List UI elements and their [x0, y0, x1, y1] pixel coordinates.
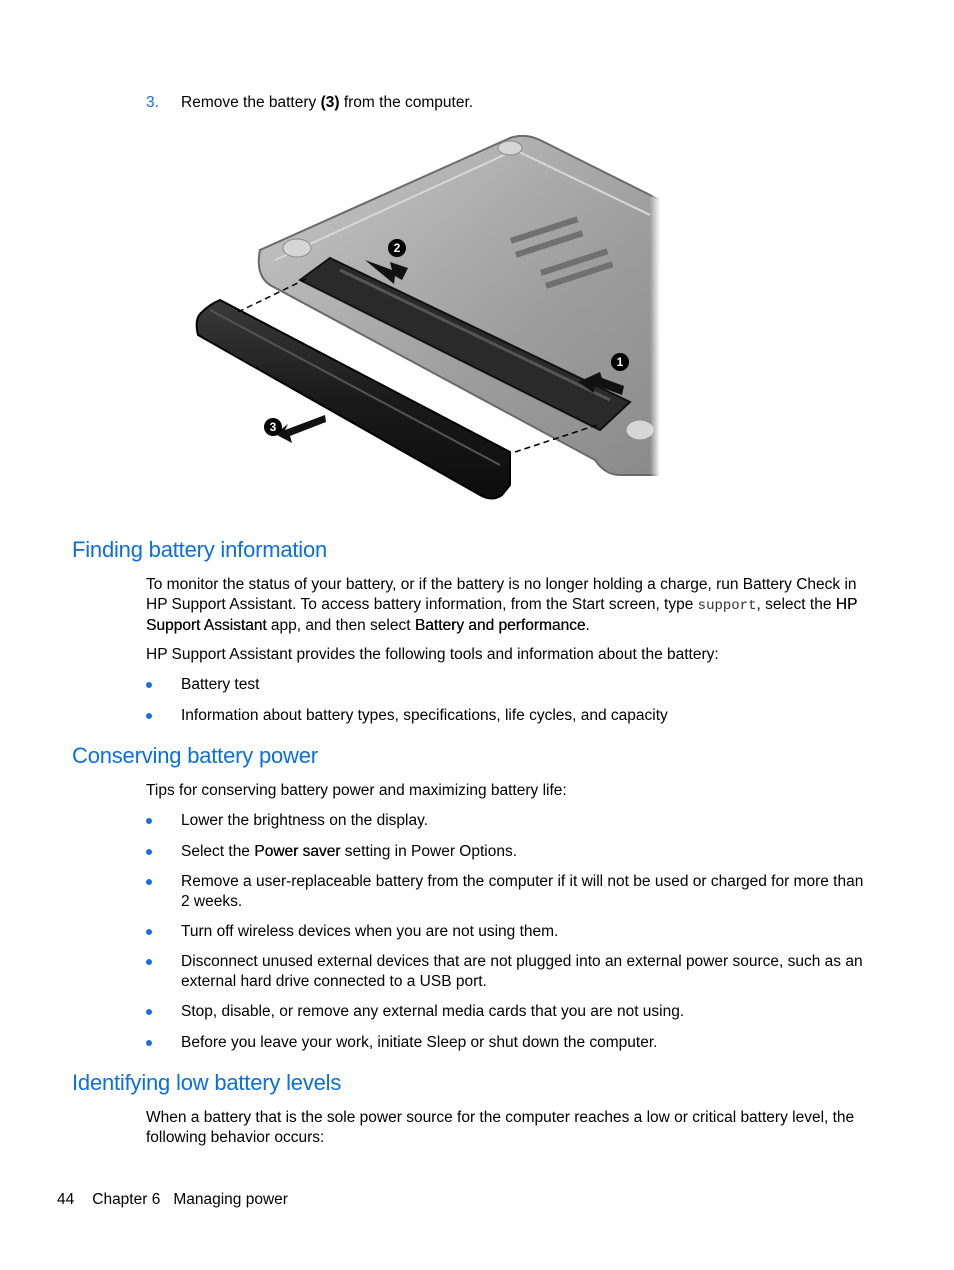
bullet-dot: [146, 879, 152, 885]
bullet-dot: [146, 818, 152, 824]
heading-finding-battery-information: Finding battery information: [72, 537, 328, 562]
paragraph-battery-check: To monitor the status of your battery, or if the battery is no longer holding a charge, run Battery Check in HP Support Assistant. To access battery information, from the Start screen, type support, select the HP Support Assistant app, and then select Battery and performance.: [146, 576, 858, 634]
bullet-dot: [146, 1040, 152, 1046]
bullet-dot: [146, 929, 152, 935]
heading-conserving-battery-power: Conserving battery power: [72, 743, 318, 768]
paragraph-low-battery: When a battery that is the sole power source for the computer reaches a low or critical battery level, the following behavior occurs:: [146, 1109, 855, 1146]
svg-text:1: 1: [616, 355, 624, 369]
bullet-dot: [146, 713, 152, 719]
callout-2: [388, 239, 406, 257]
svg-text:3: 3: [269, 420, 277, 434]
bullet-dot: [146, 849, 152, 855]
callout-1: [611, 353, 629, 371]
paragraph-tips-intro: Tips for conserving battery power and maximizing battery life:: [146, 782, 567, 799]
bullet-dot: [146, 1009, 152, 1015]
bullet-dot: [146, 682, 152, 688]
svg-text:2: 2: [393, 241, 401, 255]
paragraph-support-tools: HP Support Assistant provides the following tools and information about the battery:: [146, 646, 719, 663]
page-footer: [57, 1191, 306, 1209]
battery-removal-illustration: [180, 130, 660, 510]
page-number: 44: [57, 1191, 75, 1208]
chapter-label: Chapter 6: [92, 1191, 161, 1208]
heading-identifying-low-battery-levels: Identifying low battery levels: [72, 1070, 342, 1095]
bullet-dot: [146, 959, 152, 965]
callout-3: [264, 418, 282, 436]
step-text: Remove the battery (3) from the computer.: [181, 94, 474, 111]
chapter-title: Managing power: [173, 1191, 288, 1208]
step-number: 3.: [146, 94, 159, 111]
